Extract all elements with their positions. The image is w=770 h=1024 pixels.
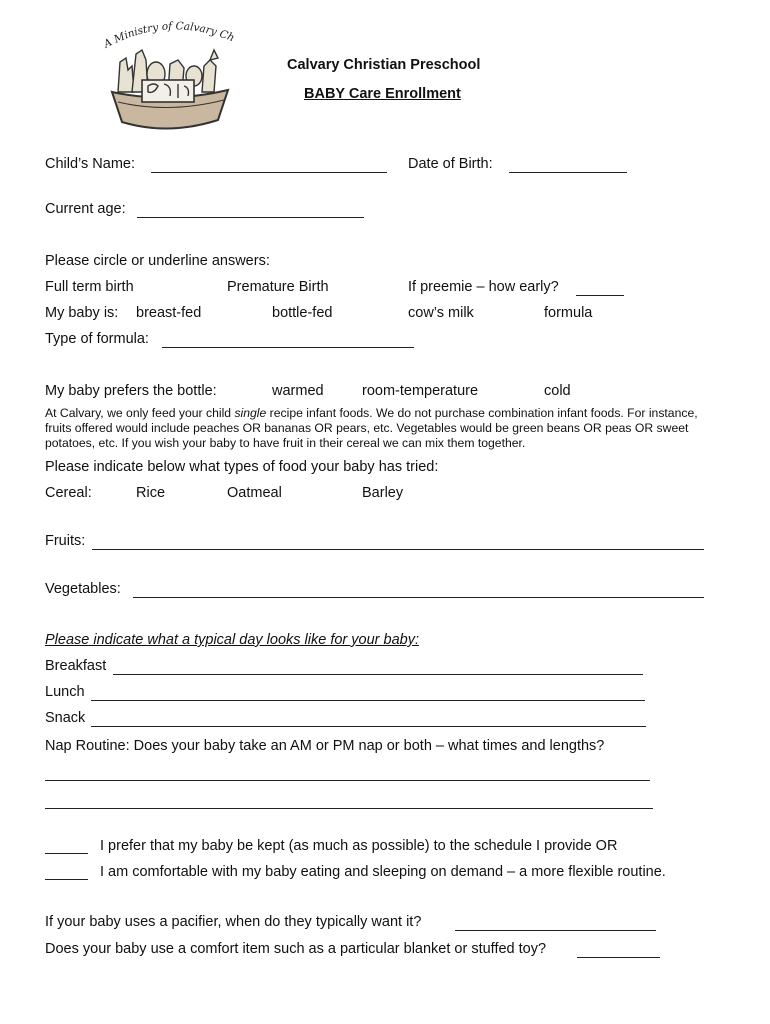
instructions-text: Please circle or underline answers: — [45, 253, 270, 269]
pacifier-field[interactable] — [455, 930, 656, 931]
feeding-option-formula[interactable]: formula — [544, 305, 593, 321]
preschool-logo — [98, 20, 238, 140]
nap-answer-line-1[interactable] — [45, 780, 650, 781]
lunch-field[interactable] — [91, 700, 645, 701]
form-title: BABY Care Enrollment — [304, 86, 461, 102]
breakfast-field[interactable] — [113, 674, 643, 675]
nap-routine-question: Nap Routine: Does your baby take an AM or PM nap or both – what times and lengths? — [45, 738, 605, 754]
pacifier-question: If your baby uses a pacifier, when do they typically want it? — [45, 914, 422, 930]
feeding-option-bottle-fed[interactable]: bottle-fed — [272, 305, 333, 321]
nap-answer-line-2[interactable] — [45, 808, 653, 809]
bottle-option-room-temperature[interactable]: room-temperature — [362, 383, 479, 399]
foods-prompt: Please indicate below what types of food your baby has tried: — [45, 459, 439, 475]
policy-text-end: recipe infant foods. We do not purchase combination infant foods. For instance, fruits offered would include peaches OR bananas OR pears, etc. Vegetables would be green beans OR peas OR sweet potatoes, etc. If you wish your baby to have fruit in their cereal we can mix them together. — [45, 406, 698, 450]
comfort-item-field[interactable] — [577, 957, 660, 958]
fruits-field[interactable] — [92, 549, 704, 550]
formula-type-field[interactable] — [162, 347, 414, 348]
schedule-option-2-text: I am comfortable with my baby eating and sleeping on demand – a more flexible routine. — [100, 864, 666, 880]
bottle-option-warmed[interactable]: warmed — [272, 383, 324, 399]
feeding-option-cows-milk[interactable]: cow’s milk — [408, 305, 474, 321]
breakfast-label: Breakfast — [45, 658, 107, 674]
typical-day-prompt: Please indicate what a typical day looks like for your baby: — [45, 632, 419, 648]
policy-text-start: At Calvary, we only feed your child — [45, 406, 235, 420]
current-age-label: Current age: — [45, 201, 126, 217]
full-term-option[interactable]: Full term birth — [45, 279, 134, 295]
lunch-label: Lunch — [45, 684, 85, 700]
policy-emphasis: single — [234, 406, 267, 420]
logo-arc-text: A Ministry of Calvary Ch — [101, 20, 237, 51]
vegetables-label: Vegetables: — [45, 581, 121, 597]
child-name-field[interactable] — [151, 172, 387, 173]
current-age-field[interactable] — [137, 217, 364, 218]
dob-field[interactable] — [509, 172, 627, 173]
cereal-option-barley[interactable]: Barley — [362, 485, 404, 501]
child-name-label: Child’s Name: — [45, 156, 135, 172]
premature-option[interactable]: Premature Birth — [227, 279, 329, 295]
feeding-option-breast-fed[interactable]: breast-fed — [136, 305, 202, 321]
cereal-option-oatmeal[interactable]: Oatmeal — [227, 485, 282, 501]
single-recipe-policy — [45, 406, 725, 451]
bottle-option-cold[interactable]: cold — [544, 383, 571, 399]
fruits-label: Fruits: — [45, 533, 86, 549]
dob-label: Date of Birth: — [408, 156, 493, 172]
cereal-option-rice[interactable]: Rice — [136, 485, 166, 501]
schedule-option-1-text: I prefer that my baby be kept (as much as possible) to the schedule I provide OR — [100, 838, 618, 854]
bottle-preference-label: My baby prefers the bottle: — [45, 383, 217, 399]
schedule-option-1-blank[interactable] — [45, 853, 88, 854]
ark-logo-icon — [98, 20, 238, 140]
cereal-label: Cereal: — [45, 485, 92, 501]
snack-label: Snack — [45, 710, 86, 726]
snack-field[interactable] — [91, 726, 646, 727]
formula-type-label: Type of formula: — [45, 331, 149, 347]
feeding-label: My baby is: — [45, 305, 119, 321]
vegetables-field[interactable] — [133, 597, 704, 598]
school-name: Calvary Christian Preschool — [287, 57, 481, 73]
schedule-option-2-blank[interactable] — [45, 879, 88, 880]
preemie-weeks-field[interactable] — [576, 295, 624, 296]
preemie-question: If preemie – how early? — [408, 279, 559, 295]
comfort-item-question: Does your baby use a comfort item such as a particular blanket or stuffed toy? — [45, 941, 547, 957]
